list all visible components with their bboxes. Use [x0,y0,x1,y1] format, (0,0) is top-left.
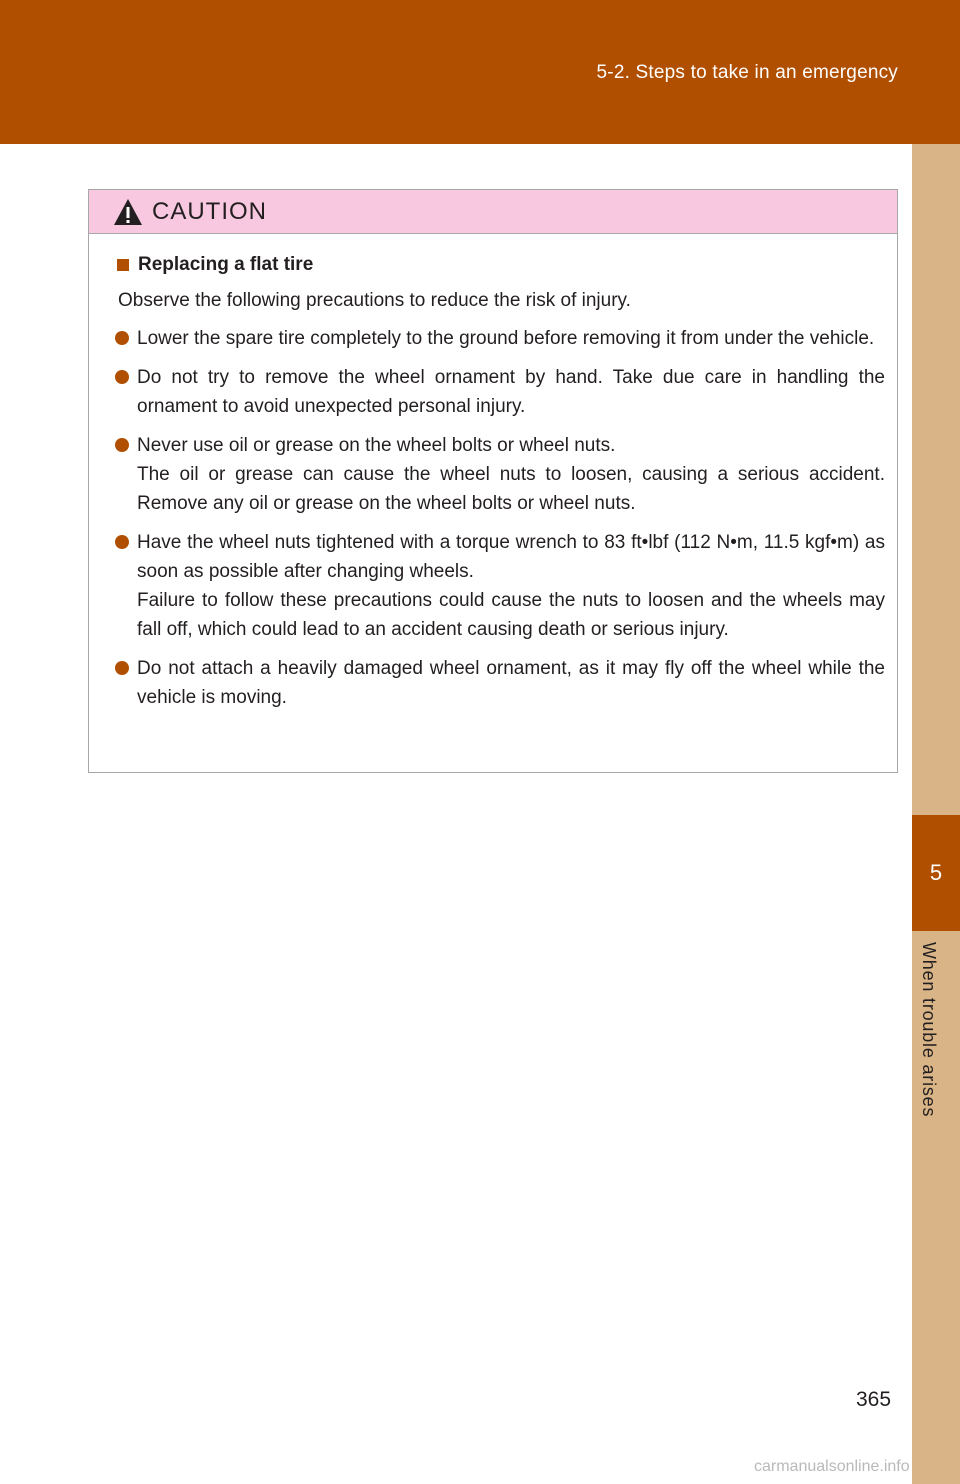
bullet-dot-icon [115,661,129,675]
section-heading [115,254,887,276]
item-line: Never use oil or grease on the wheel bolts or wheel nuts. [137,435,616,456]
list-item [115,654,887,712]
caution-body [89,234,897,712]
section-title: 5-2. Steps to take in an emergency [596,62,898,83]
side-tab [912,144,960,1484]
item-line: Have the wheel nuts tightened with a torque wrench to 83 ft•lbf (112 N•m, 11.5 kgf•m) as soon as possible after changing wheels. [137,532,885,582]
item-line: Do not try to remove the wheel ornament by hand. Take due care in handling the ornament to avoid unexpected personal injury. [137,367,885,417]
bullet-dot-icon [115,370,129,384]
item-line: Failure to follow these precautions could cause the nuts to loosen and the wheels may fall off, which could lead to an accident causing death or serious injury. [137,590,885,640]
watermark: carmanualsonline.info [754,1458,910,1475]
item-line: The oil or grease can cause the wheel nuts to loosen, causing a serious accident. Remove any oil or grease on the wheel bolts or wheel nuts. [137,464,885,514]
warning-triangle-icon [113,198,143,226]
list-item [115,363,887,421]
bullet-dot-icon [115,535,129,549]
square-bullet-icon [117,259,129,271]
intro-text: Observe the following precautions to reduce the risk of injury. [118,290,631,311]
bullet-dot-icon [115,438,129,452]
list-item [115,431,887,518]
list-item [115,528,887,644]
heading-text: Replacing a flat tire [138,254,314,275]
header-band [0,0,960,144]
item-line: Lower the spare tire completely to the ground before removing it from under the vehicle. [137,328,875,349]
item-line: Do not attach a heavily damaged wheel ornament, as it may fly off the wheel while the vehicle is moving. [137,658,885,708]
list-item [115,324,887,353]
chapter-number-tab: 5 [912,815,960,931]
bullet-dot-icon [115,331,129,345]
chapter-title: When trouble arises [919,942,939,1118]
page-number: 365 [856,1388,892,1411]
caution-title: CAUTION [152,197,267,225]
caution-box [88,189,898,773]
caution-header [89,190,897,234]
